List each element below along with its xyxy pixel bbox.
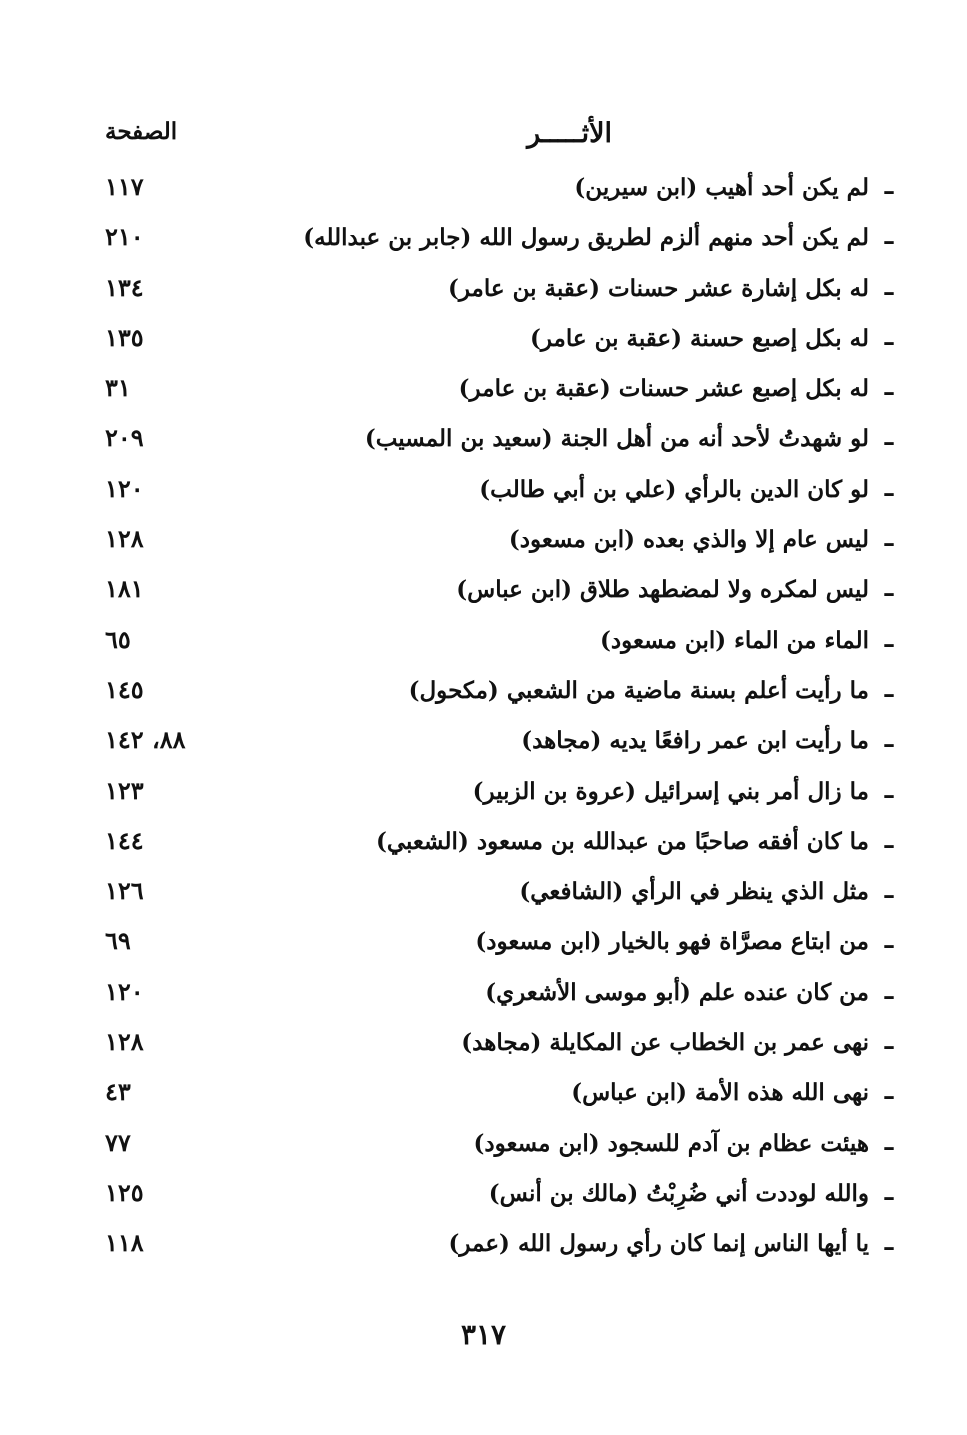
entry-page-number: ١٢٣ — [105, 775, 144, 805]
athar-column-heading: الأثـــــر — [527, 118, 612, 149]
list-item — [0, 1226, 967, 1276]
entry-dash: – — [883, 477, 895, 507]
entry-page-number: ١٤٤ — [105, 825, 144, 855]
entry-text: له بكل إصبع حسنة (عقبة بن عامر) — [529, 324, 869, 352]
list-item — [0, 1075, 967, 1125]
list-item — [0, 271, 967, 321]
list-item — [0, 774, 967, 824]
entry-dash: – — [883, 276, 895, 306]
entry-text: والله لوددت أني ضُرِبْتُ (مالك بن أنس) — [488, 1179, 869, 1207]
entry-dash: – — [883, 1031, 895, 1061]
entry-page-number: ١٤٥ — [105, 674, 144, 704]
entry-dash: – — [883, 176, 895, 205]
entry-page-number: ٢١٠ — [105, 222, 144, 252]
entry-text: لو كان الدين بالرأي (علي بن أبي طالب) — [479, 475, 869, 503]
entry-dash: – — [883, 1232, 895, 1262]
entry-dash: – — [883, 528, 895, 558]
entry-dash: – — [883, 930, 895, 960]
entry-page-number: ٦٥ — [105, 624, 131, 654]
list-item — [0, 1025, 967, 1075]
entry-text: له بكل إصبع عشر حسنات (عقبة بن عامر) — [458, 375, 869, 403]
list-item — [0, 874, 967, 924]
table-header — [0, 118, 967, 158]
entry-text: ما كان أفقه صاحبًا من عبدالله بن مسعود (الشعبي) — [375, 827, 869, 855]
page-number: ٣١٧ — [460, 1318, 507, 1351]
page-column-heading: الصفحة — [105, 118, 178, 145]
list-item — [0, 170, 967, 220]
entry-text: ما رأيت ابن عمر رافعًا يديه (مجاهد) — [521, 727, 869, 755]
entry-page-number: ٦٩ — [105, 926, 131, 956]
entry-page-number: ١٣٥ — [105, 322, 144, 352]
entry-page-number: ٤٣ — [105, 1077, 131, 1107]
entry-text: لم يكن أحد منهم ألزم لطريق رسول الله (جابر بن عبدالله) — [303, 224, 869, 252]
entry-text: هيئت عظام بن آدم للسجود (ابن مسعود) — [473, 1129, 869, 1157]
entry-dash: – — [883, 678, 895, 708]
entry-text: من ابتاع مصرَّاة فهو بالخيار (ابن مسعود) — [475, 928, 869, 956]
list-item — [0, 924, 967, 974]
entry-text: من كان عنده علم (أبو موسى الأشعري) — [485, 978, 869, 1006]
list-item — [0, 321, 967, 371]
list-item — [0, 623, 967, 673]
entry-dash: – — [883, 427, 895, 457]
entry-text: ما زال أمر بني إسرائيل (عروة بن الزبير) — [472, 777, 869, 805]
entry-text: له بكل إشارة عشر حسنات (عقبة بن عامر) — [447, 274, 869, 302]
entry-dash: – — [883, 578, 895, 608]
entry-text: الماء من الماء (ابن مسعود) — [599, 626, 869, 654]
entry-text: نهى عمر بن الخطاب عن المكايلة (مجاهد) — [461, 1029, 869, 1057]
entry-page-number: ١٢٠ — [105, 473, 144, 503]
entry-dash: – — [883, 980, 895, 1010]
entry-dash: – — [883, 779, 895, 809]
entry-page-number: ١١٧ — [105, 172, 144, 201]
entry-text: لو شهدتُ لأحد أنه من أهل الجنة (سعيد بن المسيب) — [364, 425, 869, 453]
list-item — [0, 723, 967, 773]
entry-page-number: ١٢٦ — [105, 876, 144, 906]
entry-page-number: ١٢٠ — [105, 976, 144, 1006]
list-item — [0, 472, 967, 522]
entry-text: ليس لمكره ولا لمضطهد طلاق (ابن عباس) — [456, 576, 869, 604]
entry-dash: – — [883, 1181, 895, 1211]
entry-page-number: ١٢٨ — [105, 1027, 144, 1057]
entry-dash: – — [883, 829, 895, 859]
entry-text: نهى الله هذه الأمة (ابن عباس) — [571, 1079, 869, 1107]
entry-dash: – — [883, 628, 895, 658]
list-item — [0, 220, 967, 270]
entry-page-number: ٧٧ — [105, 1127, 131, 1157]
entry-text: لم يكن أحد أهيب (ابن سيرين) — [574, 174, 869, 201]
entry-page-number: ١٢٨ — [105, 524, 144, 554]
entry-page-number: ١٣٤ — [105, 272, 144, 302]
athar-index-list — [0, 170, 967, 1277]
entry-dash: – — [883, 377, 895, 407]
entry-text: مثل الذي ينظر في الرأي (الشافعي) — [519, 878, 869, 906]
entry-page-number: ١٨١ — [105, 574, 144, 604]
entry-dash: – — [883, 226, 895, 256]
entry-page-number: ١٢٥ — [105, 1177, 144, 1207]
list-item — [0, 1176, 967, 1226]
entry-dash: – — [883, 1081, 895, 1111]
list-item — [0, 572, 967, 622]
list-item — [0, 1126, 967, 1176]
entry-text: ما رأيت أعلم بسنة ماضية من الشعبي (مكحول) — [408, 676, 869, 704]
entry-page-number: ٢٠٩ — [105, 423, 144, 453]
list-item — [0, 522, 967, 572]
entry-page-number: ٣١ — [105, 373, 131, 403]
entry-page-number: ١١٨ — [105, 1228, 144, 1258]
list-item — [0, 371, 967, 421]
list-item — [0, 975, 967, 1025]
list-item — [0, 673, 967, 723]
list-item — [0, 421, 967, 471]
entry-dash: – — [883, 729, 895, 759]
entry-dash: – — [883, 1131, 895, 1161]
entry-page-number: ٨٨، ١٤٢ — [105, 725, 186, 755]
entry-dash: – — [883, 326, 895, 356]
entry-text: يا أيها الناس إنما كان رأي رسول الله (عمر) — [448, 1230, 869, 1258]
entry-text: ليس عام إلا والذي بعده (ابن مسعود) — [508, 526, 869, 554]
entry-dash: – — [883, 880, 895, 910]
list-item — [0, 824, 967, 874]
